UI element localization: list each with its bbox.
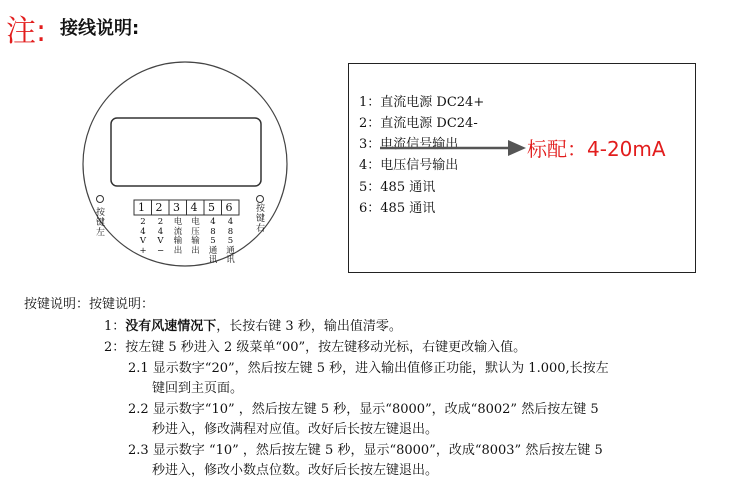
display-window (111, 118, 261, 186)
note-2-1-line-1: 2.1 显示数字“20”，然后按左键 5 秒，进入输出值修正功能，默认为 1.000,长按左 (128, 361, 609, 376)
page-title: 接线说明: (60, 18, 140, 39)
legend-item-4: 4：电压信号输出 (359, 158, 459, 173)
legend-item-2: 2：直流电源 DC24- (359, 116, 478, 131)
legend-item-6: 6：485 通讯 (359, 201, 436, 216)
arrow-icon (380, 139, 530, 157)
legend-item-5: 5：485 通讯 (359, 180, 436, 195)
right-key-label: 按 键 右 (256, 204, 266, 234)
note-1-text: ，长按右键 3 秒，输出值清零。 (216, 319, 402, 334)
terminal-number: 5 (208, 201, 215, 214)
note-2-3-line-2: 秒进入，修改小数点位数。改好后长按左键退出。 (152, 463, 439, 478)
terminal-number: 6 (225, 201, 233, 214)
title-prefix: 注: (6, 14, 47, 49)
legend-box (348, 63, 696, 273)
terminal-block (134, 200, 239, 215)
left-key-icon (97, 196, 104, 203)
note-2: 2：按左键 5 秒进入 2 级菜单“00”，按左键移动光标，右键更改输入值。 (104, 340, 527, 355)
terminal-label: 4 8 5 通 讯 (226, 217, 235, 265)
device-outline (83, 62, 287, 266)
note-1-emphasis: 没有风速情况下 (125, 319, 217, 334)
terminal-number: 1 (138, 201, 145, 214)
device-diagram (70, 60, 300, 270)
terminal-label: 电 流 输 出 (173, 217, 183, 256)
terminal-number: 4 (190, 201, 198, 214)
left-key-label: 按 键 左 (96, 208, 106, 238)
note-2-2-line-2: 秒进入，修改满程对应值。改好后长按左键退出。 (152, 422, 439, 437)
terminal-label: 2 4 V + (139, 217, 147, 256)
legend-item-3: 3：电流信号输出 (359, 137, 459, 152)
terminal-number: 2 (155, 201, 163, 214)
note-2-1-line-2: 键回到主页面。 (152, 381, 244, 396)
note-1 (104, 318, 402, 335)
terminal-label: 2 4 V − (156, 217, 165, 256)
legend-item-1: 1：直流电源 DC24+ (359, 95, 485, 110)
notes-heading: 按键说明：按键说明： (24, 297, 155, 312)
note-1-number: 1： (104, 319, 126, 334)
note-2-3-line-1: 2.3 显示数字 “10” ，然后按左键 5 秒，显示“8000”，改成“8003” 然后按左键 5 (128, 443, 603, 458)
standard-output-tag: 标配：4-20mA (527, 137, 666, 161)
note-2-2-line-1: 2.2 显示数字“10” ，然后按左键 5 秒，显示“8000”，改成“8002” 然后按左键 5 (128, 402, 599, 417)
right-key-icon (257, 196, 264, 203)
terminal-number: 3 (173, 201, 180, 214)
terminal-label: 4 8 5 通 讯 (208, 217, 218, 265)
terminal-label: 电 压 输 出 (191, 217, 200, 256)
